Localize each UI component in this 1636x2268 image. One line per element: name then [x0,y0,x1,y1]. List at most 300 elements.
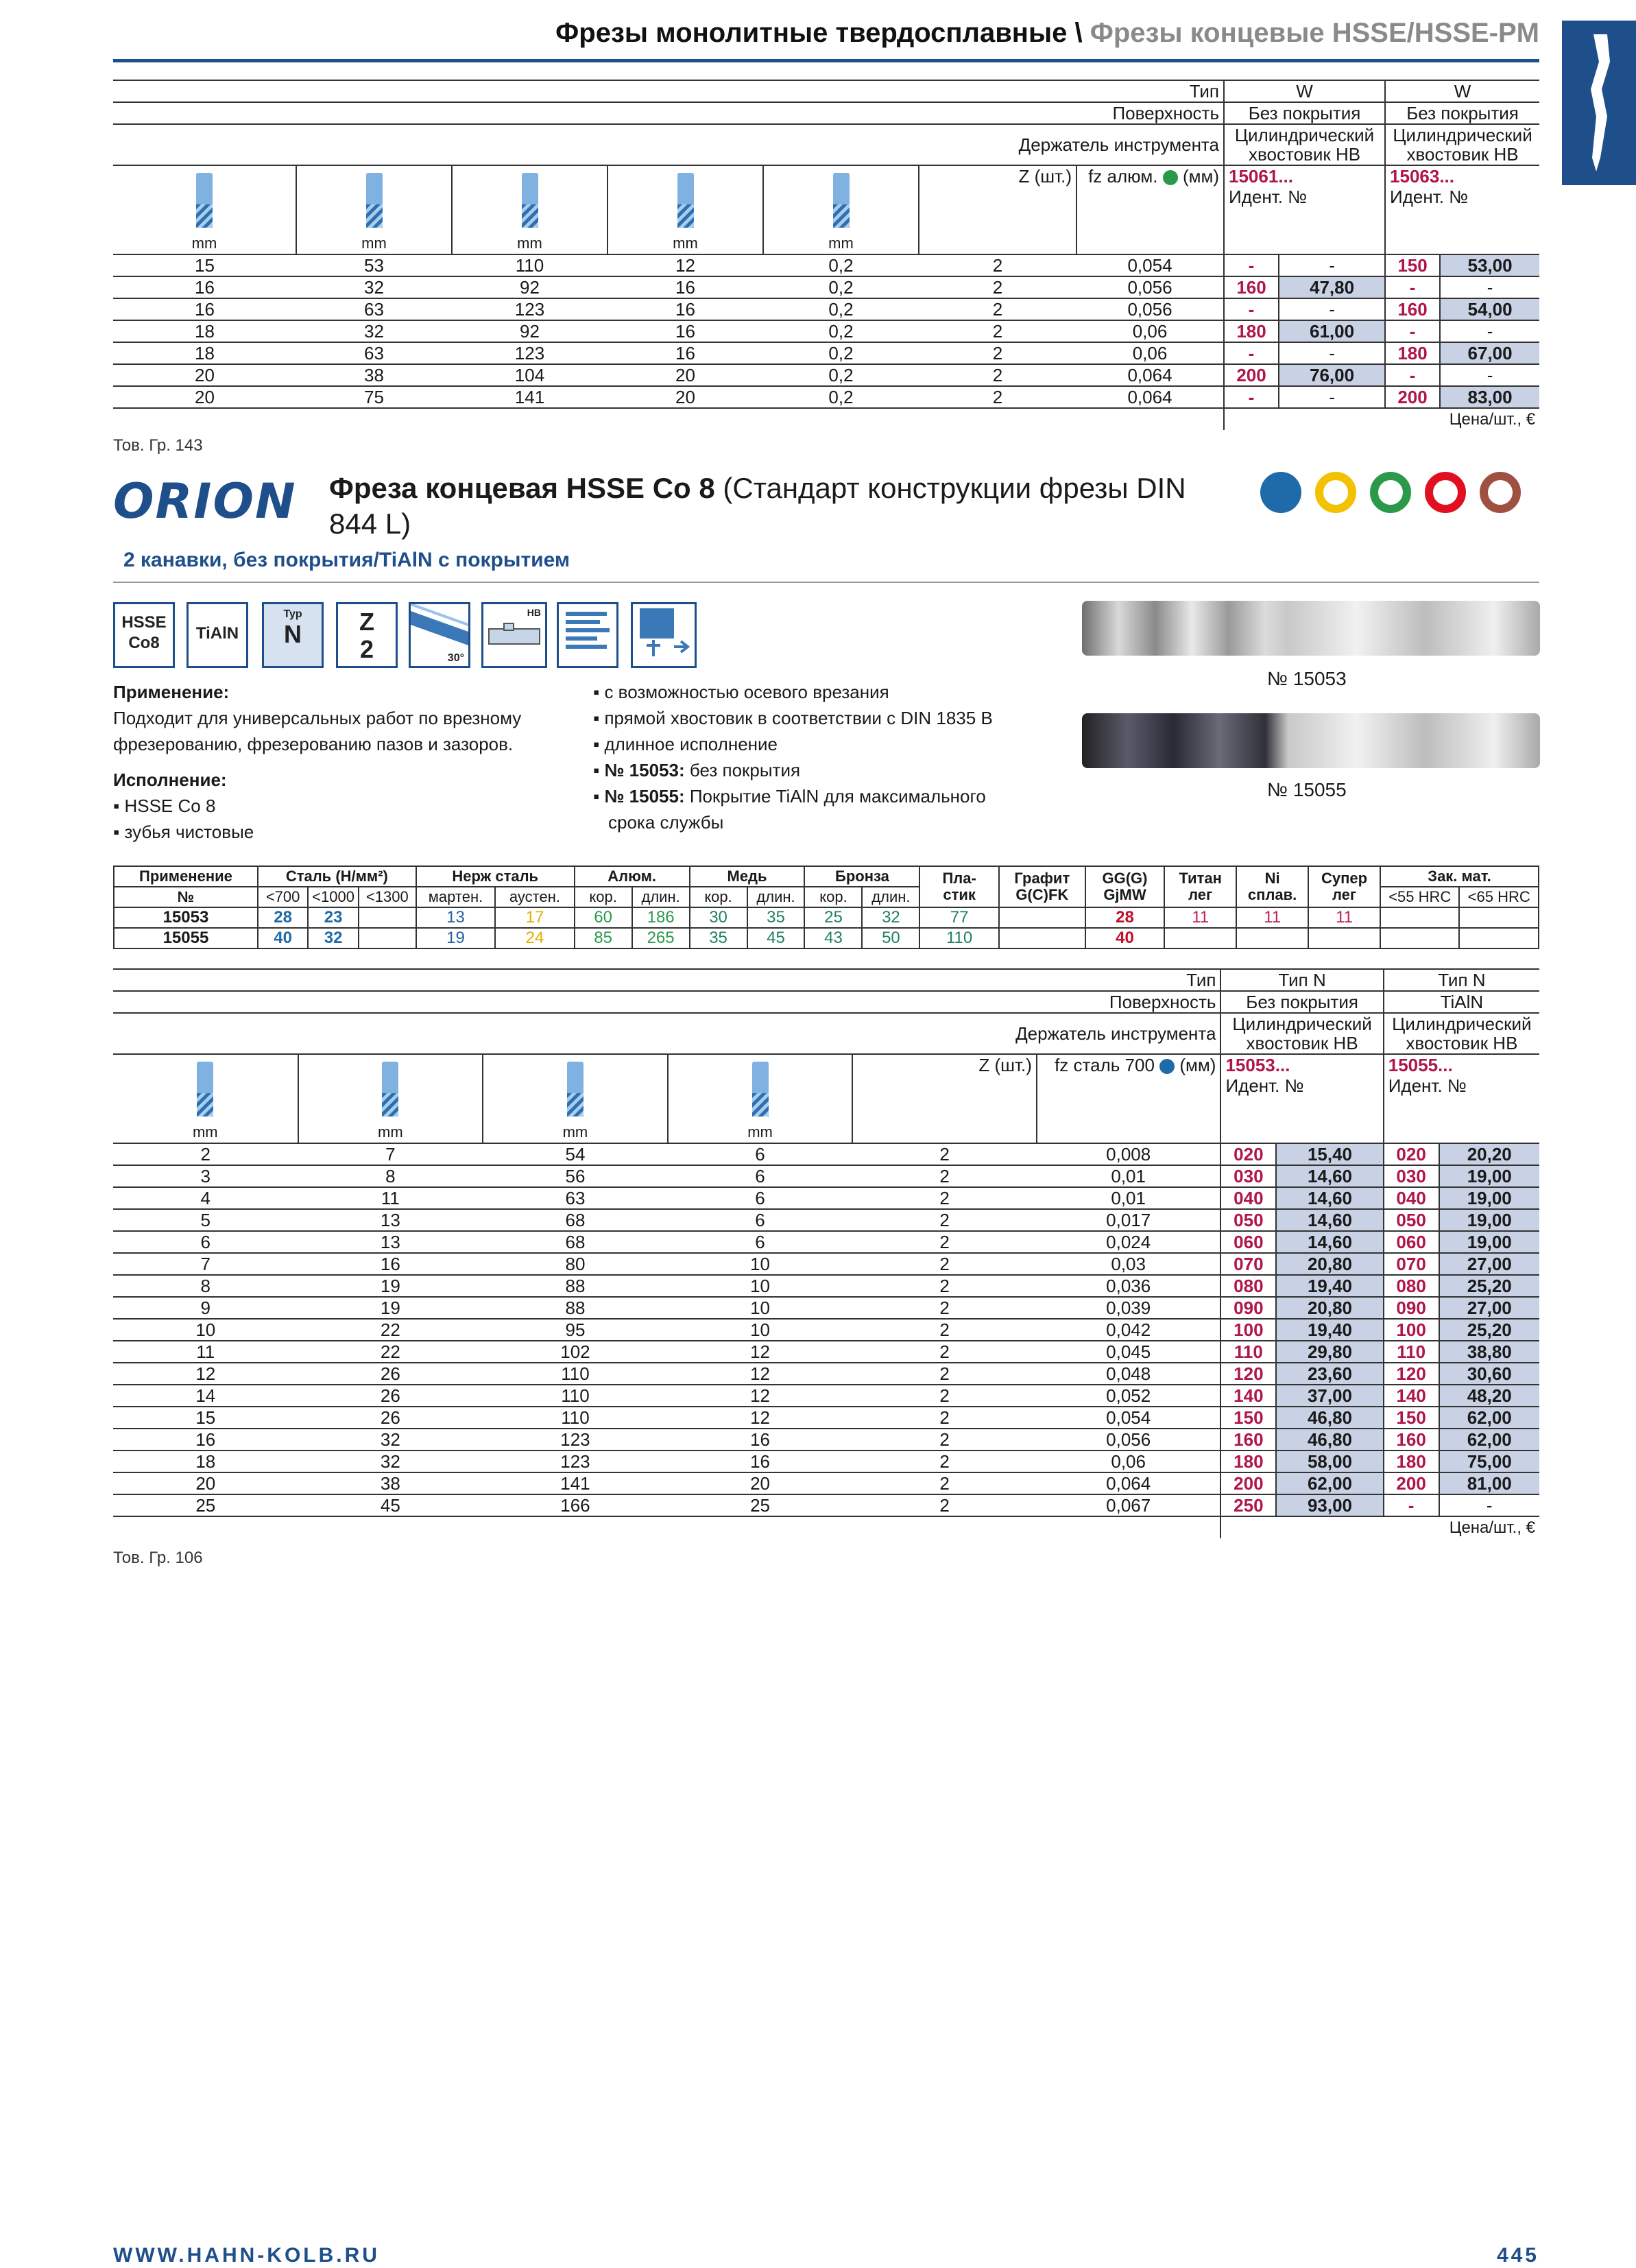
cell-z: 2 [852,1275,1037,1297]
unit-mm: mm [747,1123,773,1141]
cell-d2: 10 [668,1297,853,1319]
cell-price-2: 53,00 [1440,254,1539,276]
h-c1: кор. [690,887,747,907]
cell-l2: 68 [483,1231,668,1253]
app-cell-i1: 13 [416,907,495,928]
cutter-diameter-icon [196,173,213,228]
icon-cut-length [296,165,452,254]
app-cell-c1: 30 [690,907,747,928]
cell-code-2: 040 [1384,1187,1439,1209]
h-s1: <700 [258,887,308,907]
cell-l1: 22 [298,1341,483,1363]
table-row [113,1209,1539,1231]
cell-d2: 12 [668,1385,853,1407]
cell-code-1: 070 [1220,1253,1276,1275]
cell-d2: 20 [608,364,763,386]
cell-d2: 12 [608,254,763,276]
cutter-diameter-icon [197,1062,213,1117]
cell-l2: 88 [483,1275,668,1297]
unit-mm: mm [361,235,387,252]
cell-code-1: - [1224,386,1279,408]
cell-d2: 6 [668,1209,853,1231]
cell-d: 2 [113,1143,298,1165]
title-main: Фрезы монолитные твердосплавные \ [555,18,1083,48]
label-fz [1076,165,1224,254]
cell-fz: 0,017 [1037,1209,1221,1231]
col2-holder [1384,1013,1539,1054]
cell-d: 16 [113,276,296,298]
cell-price-1: - [1279,386,1385,408]
col2-ident-label: Идент. № [1388,1075,1467,1096]
cell-d: 20 [113,1472,298,1494]
feature-item [593,731,1073,757]
h-ti2: лег [1188,886,1213,903]
table-row [113,1187,1539,1209]
tialn-symbol [187,602,248,668]
app-cell-b2: 50 [862,928,919,948]
app-cell-su: 11 [1308,907,1380,928]
cell-code-2: 160 [1385,298,1440,320]
cell-z: 2 [919,254,1076,276]
cell-l2: 92 [452,320,608,342]
cell-fz: 0,039 [1037,1297,1221,1319]
cell-d2: 25 [668,1494,853,1516]
cell-code-1: 200 [1224,364,1279,386]
label-holder: Держатель инструмента [113,1013,1220,1054]
feature-text: срока службы [608,812,724,833]
sym-hsse-2: Co8 [128,634,160,652]
cell-price-1: 20,80 [1276,1297,1384,1319]
h-steel: Сталь (Н/мм²) [258,866,416,887]
cell-l2: 92 [452,276,608,298]
cell-d: 3 [113,1165,298,1187]
app-cell-a2: 186 [632,907,690,928]
cell-price-1: - [1279,254,1385,276]
cell-z: 2 [852,1385,1037,1407]
app-header-1 [114,866,1539,887]
plunge-icon [633,604,695,659]
label-type: Тип [113,80,1224,102]
app-cell-a1: 85 [575,928,632,948]
app-cell-i1: 19 [416,928,495,948]
table-row [113,1385,1539,1407]
col2-ident-no: 15055... [1388,1055,1453,1075]
cell-code-1: 250 [1220,1494,1276,1516]
cell-fz: 0,048 [1037,1363,1221,1385]
table-row [113,364,1539,386]
cell-z: 2 [852,1429,1037,1451]
cell-fz: 0,042 [1037,1319,1221,1341]
cell-l2: 80 [483,1253,668,1275]
h-ni2: сплав. [1247,886,1297,903]
cell-fz: 0,06 [1076,342,1224,364]
h-apl: Применение [114,866,258,887]
cell-z: 2 [919,342,1076,364]
cell-l1: 75 [296,386,452,408]
cell-l2: 110 [452,254,608,276]
col1-holder-2: хвостовик HB [1248,144,1361,165]
cell-price-1: 61,00 [1279,320,1385,342]
cell-d2: 10 [668,1319,853,1341]
app-cell-s1: 40 [258,928,308,948]
cell-fz: 0,064 [1076,364,1224,386]
unit-mm: mm [562,1123,588,1141]
unit-mm: mm [673,235,698,252]
cell-price-2: 81,00 [1439,1472,1540,1494]
table-row [113,1407,1539,1429]
cell-code-1: - [1224,298,1279,320]
icon-cut-length [298,1054,483,1143]
page-number: 445 [1496,2244,1539,2267]
cell-l2: 166 [483,1494,668,1516]
col1-ident-label: Идент. № [1225,1075,1304,1096]
cell-d: 18 [113,342,296,364]
app-cell-su [1308,928,1380,948]
cell-l2: 95 [483,1319,668,1341]
cell-code-1: 080 [1220,1275,1276,1297]
label-fz [1037,1054,1221,1143]
app-cell-h1 [1380,907,1459,928]
cell-fz: 0,067 [1037,1494,1221,1516]
col1-holder-1: Цилиндрический [1232,1014,1372,1034]
app-cell-s2: 32 [308,928,358,948]
feature-text: Покрытие TiAlN для максимального [689,786,986,807]
cell-d2: 16 [608,342,763,364]
h-ti1: Титан [1179,870,1222,887]
feature-item [593,705,1073,731]
cell-d: 15 [113,254,296,276]
cell-code-2: 090 [1384,1297,1439,1319]
cell-l1: 8 [298,1165,483,1187]
h-gr2: G(C)FK [1015,886,1069,903]
cell-z: 2 [852,1209,1037,1231]
cell-price-2: 83,00 [1440,386,1539,408]
circle-brown-icon [1480,472,1521,513]
cell-price-1: 29,80 [1276,1341,1384,1363]
cell-price-2: 19,00 [1439,1165,1540,1187]
product-title-bold: Фреза концевая HSSE Co 8 [329,472,715,504]
caption-15055: № 15055 [1267,779,1347,800]
app-cell-gg: 40 [1085,928,1164,948]
cell-z: 2 [852,1319,1037,1341]
sym-z-1: Z [359,608,374,636]
app-cell-a2: 265 [632,928,690,948]
col2-type: W [1385,80,1539,102]
h-cast [1085,866,1164,907]
app-cell-h2 [1459,907,1539,928]
cell-code-1: - [1224,342,1279,364]
cell-price-2: - [1440,364,1539,386]
cell-fz: 0,06 [1076,320,1224,342]
typ-n-symbol [262,602,324,668]
cell-price-2: - [1440,320,1539,342]
cell-code-2: 100 [1384,1319,1439,1341]
execution-item-1: ▪ HSSE Co 8 [113,793,593,819]
cell-l2: 123 [452,342,608,364]
app-cell-s2: 23 [308,907,358,928]
fz-unit: (мм) [1182,166,1220,187]
app-cell-ni [1236,928,1308,948]
cell-price-1: 93,00 [1276,1494,1384,1516]
cell-l1: 26 [298,1363,483,1385]
col1-holder-2: хвостовик HB [1246,1033,1358,1053]
cell-d: 14 [113,1385,298,1407]
icon-total-length [483,1054,668,1143]
app-cell-no: 15053 [114,907,258,928]
cell-price-2: 38,80 [1439,1341,1540,1363]
execution-heading: Исполнение: [113,769,227,790]
cell-code-1: 050 [1220,1209,1276,1231]
h-c2: длин. [747,887,805,907]
app-cell-b1: 43 [804,928,862,948]
app-row [114,928,1539,948]
orion-logo: ORION [113,473,297,529]
table-row [113,298,1539,320]
shank-diameter-icon [752,1062,769,1117]
header-rule [113,59,1539,62]
cell-l1: 13 [298,1231,483,1253]
cell-d2: 16 [668,1429,853,1451]
app-cell-gg: 28 [1085,907,1164,928]
cell-code-2: 180 [1384,1451,1439,1472]
app-cell-c2: 35 [747,907,805,928]
cell-fz: 0,052 [1037,1385,1221,1407]
h-inox: Нерж сталь [416,866,575,887]
app-cell-h1 [1380,928,1459,948]
app-cell-ti: 11 [1164,907,1236,928]
feature-text: прямой хвостовик в соответствии с DIN 1835 B [604,708,993,728]
execution-item-2: ▪ зубья чистовые [113,819,593,845]
green-dot-icon [1163,170,1178,185]
cell-l2: 54 [483,1143,668,1165]
cell-fz: 0,056 [1076,276,1224,298]
table-row [113,1319,1539,1341]
cell-f: 0,2 [763,298,919,320]
h-nickel [1236,866,1308,907]
cell-d: 11 [113,1341,298,1363]
col2-holder-2: хвостовик HB [1406,1033,1518,1053]
application-table-body [114,907,1539,948]
fz-text: fz сталь 700 [1055,1055,1155,1075]
cell-l2: 123 [483,1451,668,1472]
cell-l1: 26 [298,1385,483,1407]
icon-total-length [452,165,608,254]
col1-surface: Без покрытия [1224,102,1385,124]
cell-price-2: - [1440,276,1539,298]
cell-l1: 53 [296,254,452,276]
cell-code-1: 160 [1224,276,1279,298]
cell-fz: 0,054 [1076,254,1224,276]
cell-price-2: 75,00 [1439,1451,1540,1472]
table-1-body [113,254,1539,408]
footer-url[interactable]: WWW.HAHN-KOLB.RU [113,2244,380,2267]
cell-l1: 32 [298,1429,483,1451]
hb-shank-symbol [481,602,547,668]
app-cell-gr [999,928,1085,948]
cell-l2: 104 [452,364,608,386]
h-h2: <65 HRC [1459,887,1539,907]
cell-price-2: 62,00 [1439,1407,1540,1429]
app-cell-pl: 110 [919,928,998,948]
icon-diameter [113,165,296,254]
cell-price-1: 46,80 [1276,1407,1384,1429]
col2-holder-1: Цилиндрический [1392,1014,1532,1034]
product-title-rest: (Стандарт конструкции фрезы DIN 844 L) [329,472,1186,540]
h-b2: длин. [862,887,919,907]
app-cell-c2: 45 [747,928,805,948]
app-cell-b1: 25 [804,907,862,928]
cell-z: 2 [852,1451,1037,1472]
feature-bold: № 15053: [604,760,685,780]
cell-d2: 6 [668,1187,853,1209]
cell-fz: 0,056 [1076,298,1224,320]
label-z: Z (шт.) [852,1054,1037,1143]
cell-l2: 123 [483,1429,668,1451]
cell-code-2: 200 [1384,1472,1439,1494]
app-cell-i2: 24 [495,928,574,948]
cell-price-1: 14,60 [1276,1187,1384,1209]
cell-code-2: 200 [1385,386,1440,408]
feature-item [593,757,1073,783]
cell-code-2: 060 [1384,1231,1439,1253]
h-gg2: GjMW [1103,886,1146,903]
cell-code-2: - [1385,364,1440,386]
feature-item [593,809,1073,835]
col2-surface: Без покрытия [1385,102,1539,124]
cell-d: 9 [113,1297,298,1319]
app-cell-s3 [359,928,416,948]
material-circles [1260,472,1535,516]
cell-d: 20 [113,386,296,408]
cell-code-1: 180 [1224,320,1279,342]
cell-price-2: 48,20 [1439,1385,1540,1407]
cell-f: 0,2 [763,364,919,386]
row-type [113,80,1539,102]
table-row [113,1429,1539,1451]
cell-fz: 0,01 [1037,1165,1221,1187]
sym-hsse-1: HSSE [121,613,167,632]
table-row [113,1275,1539,1297]
cell-d: 25 [113,1494,298,1516]
col2-ident-label: Идент. № [1390,187,1469,207]
cell-z: 2 [852,1341,1037,1363]
col2-type: Тип N [1384,969,1539,991]
col2-ident [1385,165,1539,254]
cell-d2: 20 [608,386,763,408]
app-cell-a1: 60 [575,907,632,928]
col1-surface: Без покрытия [1220,991,1383,1013]
h-h1: <55 HRC [1380,887,1459,907]
table-row [113,1143,1539,1165]
product-image-15053 [1082,601,1540,656]
price-label: Цена/шт., € [1220,1516,1539,1538]
cutter-length-icon [366,173,383,228]
cell-d: 8 [113,1275,298,1297]
cell-code-1: 060 [1220,1231,1276,1253]
table-row [113,1297,1539,1319]
app-cell-s1: 28 [258,907,308,928]
sym-typ-big: N [284,620,302,648]
cell-d: 6 [113,1231,298,1253]
cell-d: 5 [113,1209,298,1231]
tov-gr-2: Тов. Гр. 106 [113,1549,203,1567]
cell-price-1: 47,80 [1279,276,1385,298]
unit-mm: mm [828,235,854,252]
h-ni1: Ni [1264,870,1280,887]
cell-l1: 11 [298,1187,483,1209]
tov-gr-1: Тов. Гр. 143 [113,436,203,455]
cell-price-1: - [1279,342,1385,364]
cell-z: 2 [852,1472,1037,1494]
col1-type: Тип N [1220,969,1383,991]
cell-d: 4 [113,1187,298,1209]
features-block [593,679,1073,835]
cell-f: 0,2 [763,342,919,364]
fz-text: fz алюм. [1088,166,1158,187]
cell-z: 2 [852,1253,1037,1275]
cell-price-2: 67,00 [1440,342,1539,364]
col2-holder [1385,124,1539,165]
label-holder: Держатель инструмента [113,124,1224,165]
circle-blue-icon [1260,472,1301,513]
cell-price-2: 19,00 [1439,1187,1540,1209]
col2-holder-1: Цилиндрический [1393,125,1532,145]
h-super [1308,866,1380,907]
feature-text: с возможностью осевого врезания [604,682,889,702]
unit-mm: mm [517,235,542,252]
caption-15053: № 15053 [1267,668,1347,689]
cell-l1: 38 [298,1472,483,1494]
cell-code-2: - [1385,276,1440,298]
h-b1: кор. [804,887,862,907]
table-row [113,1494,1539,1516]
app-cell-gr [999,907,1085,928]
cell-z: 2 [852,1165,1037,1187]
h-s3: <1300 [359,887,416,907]
plunge-symbol [631,602,697,668]
cell-l1: 45 [298,1494,483,1516]
cell-d: 12 [113,1363,298,1385]
col2-holder-2: хвостовик HB [1406,144,1519,165]
col2-ident [1384,1054,1539,1143]
h-hard: Зак. мат. [1380,866,1539,887]
cell-price-1: 76,00 [1279,364,1385,386]
cell-l2: 63 [483,1187,668,1209]
label-surface: Поверхность [113,991,1220,1013]
cell-price-2: 25,20 [1439,1275,1540,1297]
app-cell-ni: 11 [1236,907,1308,928]
cell-code-1: 040 [1220,1187,1276,1209]
h-i2: аустен. [495,887,574,907]
cell-price-2: 25,20 [1439,1319,1540,1341]
cell-d: 20 [113,364,296,386]
cell-price-2: 20,20 [1439,1143,1540,1165]
cell-price-2: 30,60 [1439,1363,1540,1385]
cell-code-1: - [1224,254,1279,276]
table-row [113,254,1539,276]
label-z: Z (шт.) [919,165,1076,254]
table-2 [113,968,1539,1538]
chamfer-icon [833,173,850,228]
feature-item [593,679,1073,705]
cell-price-2: 62,00 [1439,1429,1540,1451]
cell-code-2: 160 [1384,1429,1439,1451]
cell-code-1: 120 [1220,1363,1276,1385]
app-cell-ti [1164,928,1236,948]
cell-code-1: 090 [1220,1297,1276,1319]
cell-price-2: - [1439,1494,1540,1516]
sym-z-2: 2 [359,635,374,663]
